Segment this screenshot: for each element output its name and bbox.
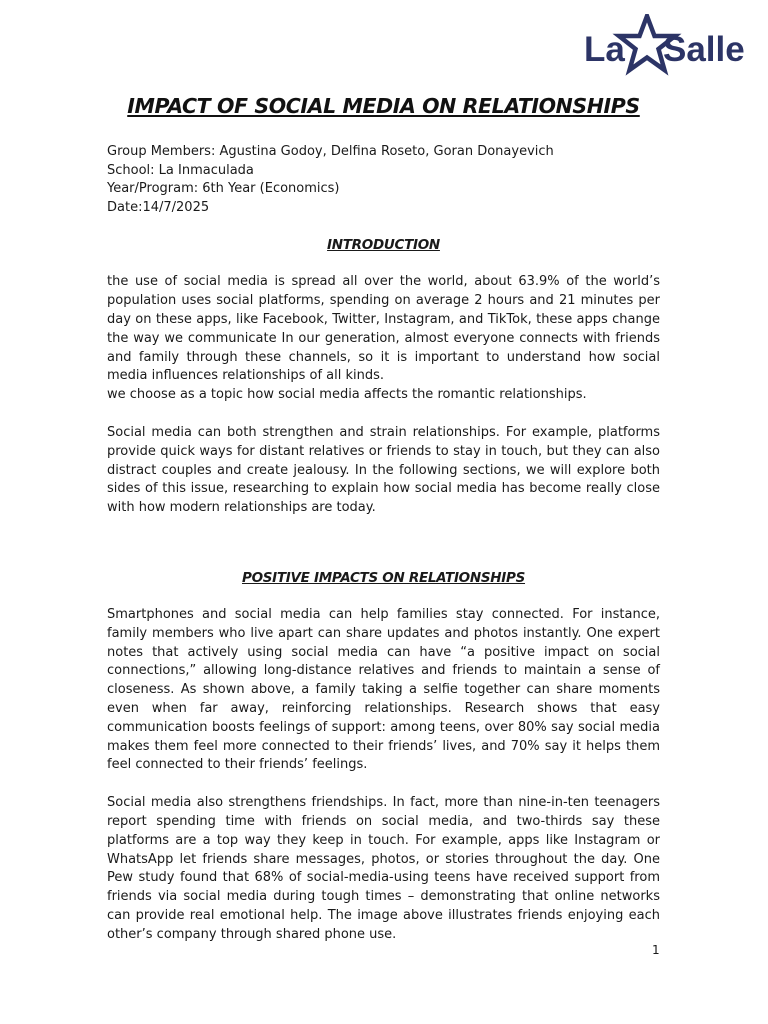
introduction-heading: INTRODUCTION xyxy=(327,237,440,254)
logo-text-left: La xyxy=(584,30,625,69)
logo-text-right: Salle xyxy=(663,30,745,69)
school: School: La Inmaculada xyxy=(107,162,254,178)
date: Date:14/7/2025 xyxy=(107,199,210,215)
positive-paragraph-1: Smartphones and social media can help families stay connected. For instance, family members who live apart can share updates and photos instantly. One expert notes that actively using social media can have “a positive impact on social connections,” allowing long-distance relatives and friends to maintain a sense of closeness. As shown above, a family taking a selfie together can share moments even when far away, reinforcing relationships. Research shows that easy communication boosts feelings of support: among teens, over 80% say social media makes them feel more connected to their friends’ lives, and 70% say it helps them feel connected to their friends’ feelings. xyxy=(107,606,660,773)
intro-paragraph-2: we choose as a topic how social media affects the romantic relationships. xyxy=(107,387,587,403)
intro-paragraph-3: Social media can both strengthen and strain relationships. For example, platforms provide quick ways for distant relatives or friends to stay in touch, but they can also distract couples and create jealousy. In the following sections, we will explore both sides of this issue, researching to explain how social media has become really close with how modern relationships are today. xyxy=(107,424,660,516)
la-salle-logo xyxy=(584,14,746,78)
document-title: IMPACT OF SOCIAL MEDIA ON RELATIONSHIPS xyxy=(127,94,640,118)
positive-paragraph-2: Social media also strengthens friendships. In fact, more than nine-in-ten teenagers report spending time with friends on social media, and two-thirds say these platforms are a top way they keep in touch. For example, apps like Instagram or WhatsApp let friends share messages, photos, or stories throughout the day. One Pew study found that 68% of social-media-using teens have received support from friends via social media during tough times – demonstrating that online networks can provide real emotional help. The image above illustrates friends enjoying each other’s company through shared phone use. xyxy=(107,795,660,942)
group-members: Group Members: Agustina Godoy, Delfina Roseto, Goran Donayevich xyxy=(107,144,554,159)
intro-paragraph-1: the use of social media is spread all over the world, about 63.9% of the world’s population uses social platforms, spending on average 2 hours and 21 minutes per day on these apps, like Facebook, Twitter, Instagram, and TikTok, these apps change the way we communicate In our generation, almost everyone connects with friends and family through these channels, so it is important to understand how social media influences relationships of all kinds. xyxy=(107,274,660,384)
positive-impacts-heading: POSITIVE IMPACTS ON RELATIONSHIPS xyxy=(241,569,526,586)
document-body xyxy=(107,94,660,944)
year-program: Year/Program: 6th Year (Economics) xyxy=(107,181,340,197)
document-meta xyxy=(107,143,660,217)
page-number: 1 xyxy=(652,943,660,957)
